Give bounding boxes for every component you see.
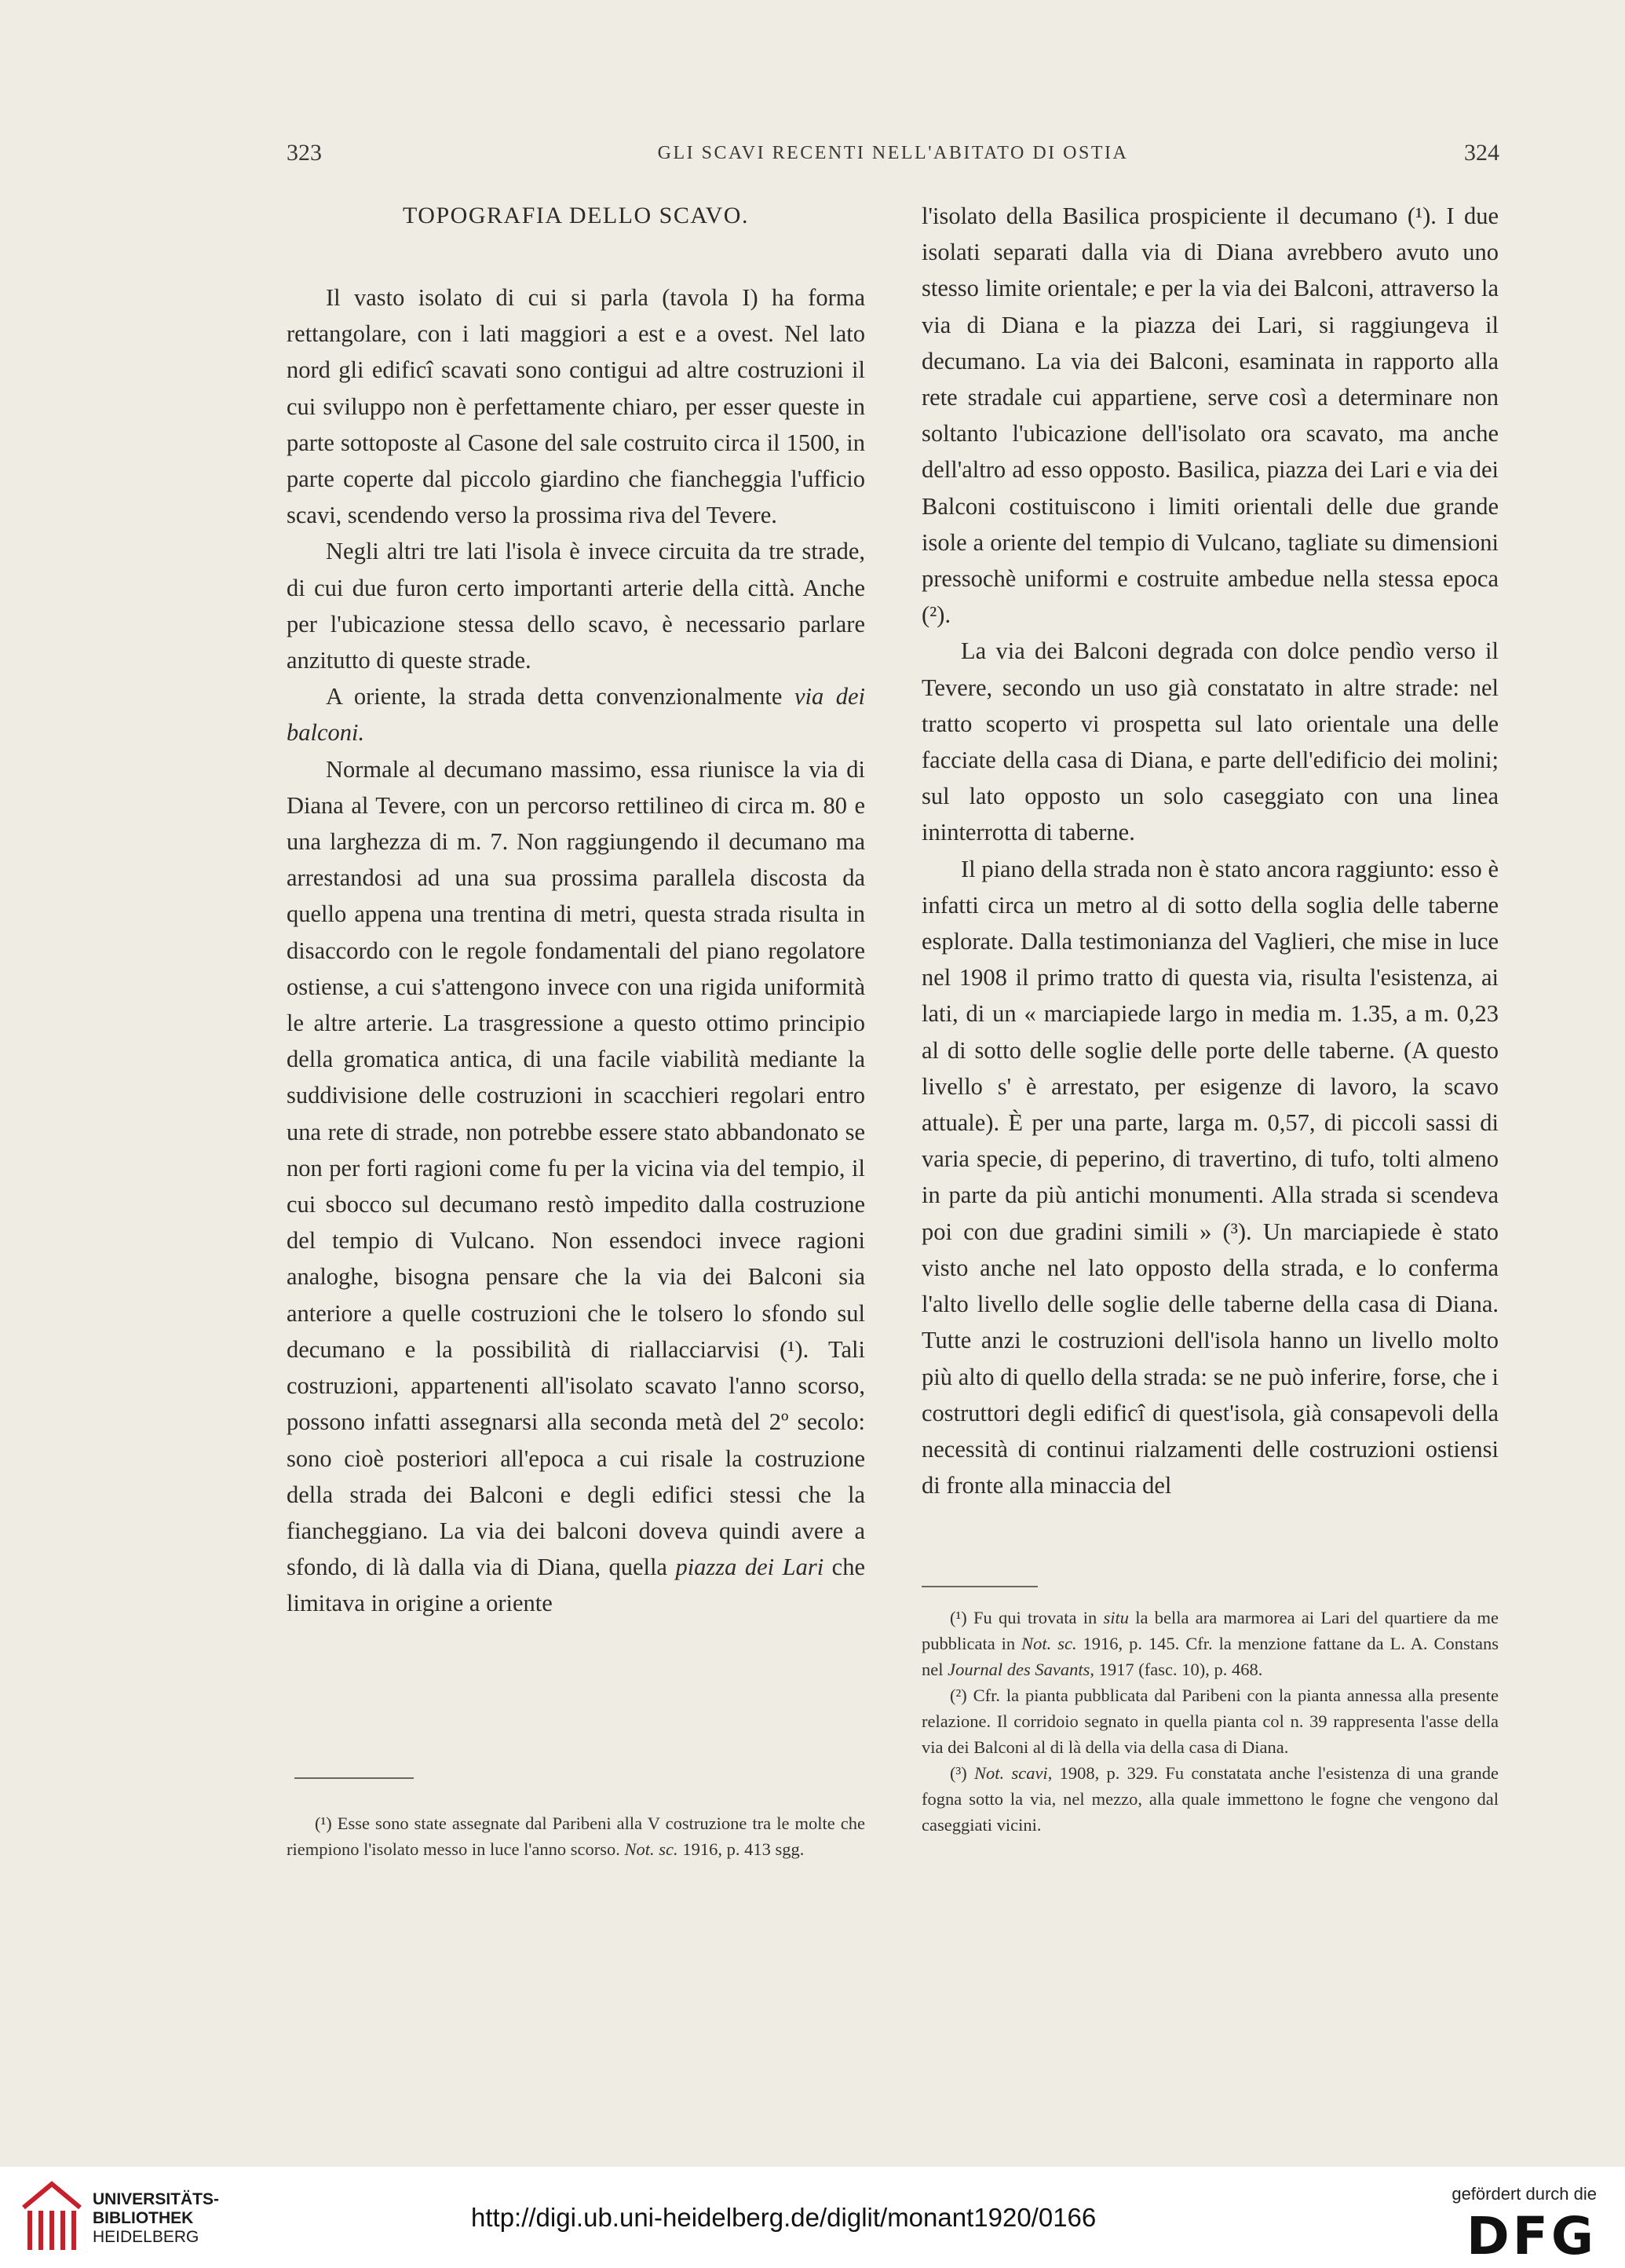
- running-header: [287, 140, 1499, 179]
- left-column: [287, 198, 865, 1622]
- permalink-url[interactable]: http://digi.ub.uni-heidelberg.de/diglit/monant1920/0166: [471, 2203, 1097, 2232]
- paragraph: Il vasto isolato di cui si parla (tavola I) ha forma rettangolare, con i lati maggiori a est e a ovest. Nel lato nord gli edificî scavati sono contigui ad altre costruzioni il cui sviluppo non è perfettamente chiaro, per esser queste in parte sottoposte al Casone del sale costruito circa il 1500, in parte coperte dal piccolo giardino che fiancheggia l'ufficio scavi, scendendo verso la prossima riva del Tevere.: [287, 284, 865, 529]
- dfg-logo[interactable]: DFG: [1466, 2206, 1597, 2266]
- section-title: TOPOGRAFIA DELLO SCAVO.: [403, 203, 749, 228]
- page-number-right: 324: [1464, 140, 1499, 166]
- paragraph: A oriente, la strada detta convenzionalmente via dei balconi.: [287, 683, 865, 747]
- running-title: GLI SCAVI RECENTI NELL'ABITATO DI OSTIA: [657, 143, 1129, 163]
- footnote: (¹) Fu qui trovata in situ la bella ara marmorea ai Lari del quartiere da me pubblicata in Not. sc. 1916, p. 145. Cfr. la menzione fattane da L. A. Constans nel Journal des Savants, 1917 (fasc. 10), p. 468.: [922, 1608, 1499, 1679]
- paragraph: Negli altri tre lati l'isola è invece circuita da tre strade, di cui due furon certo importanti arterie della città. Anche per l'ubicazione stessa dello scavo, è necessario parlare anzitutto di queste strade.: [287, 538, 865, 674]
- footnote: (¹) Esse sono state assegnate dal Paribeni alla V costruzione tra le molte che riempiono l'isolato messo in luce l'anno scorso. Not. sc. 1916, p. 413 sgg.: [287, 1813, 865, 1859]
- library-name[interactable]: UNIVERSITÄTS- BIBLIOTHEK HEIDELBERG: [93, 2190, 220, 2246]
- funded-by-label: gefördert durch die: [1452, 2184, 1597, 2204]
- footnote-divider: [922, 1586, 1038, 1587]
- page-number-left: 323: [287, 140, 322, 166]
- footnote-divider: [294, 1777, 414, 1779]
- paragraph: l'isolato della Basilica prospiciente il decumano (¹). I due isolati separati dalla via di Diana avrebbero avuto uno stesso limite orientale; e per la via dei Balconi, attraverso la via di Diana e la piazza dei Lari, si raggiungeva il decumano. La via dei Balconi, esaminata in rapporto alla rete stradale cui appartiene, serve così a determinare non soltanto l'ubicazione dell'isolato ora scavato, ma anche dell'altro ad esso opposto. Basilica, piazza dei Lari e via dei Balconi costituiscono i limiti orientali delle due grande isole a oriente del tempio di Vulcano, tagliate su dimensioni pressochè uniformi e costruite ambedue nella stessa epoca (²).: [922, 203, 1499, 629]
- university-library-logo-icon[interactable]: [17, 2178, 85, 2256]
- footnote: (²) Cfr. la pianta pubblicata dal Paribeni con la pianta annessa alla presente relazione. Il corridoio segnato in quella pianta col n. 39 rappresenta l'asse della via dei Balconi al di là della via della casa di Diana.: [922, 1685, 1499, 1757]
- footnotes-right: [922, 1605, 1499, 1838]
- paragraph: La via dei Balconi degrada con dolce pendìo verso il Tevere, secondo un uso già constatato in altre strade: nel tratto scoperto vi prospetta sul lato orientale una delle facciate della casa di Diana, e parte dell'edificio dei molini; sul lato opposto un solo caseggiato con una linea ininterrotta di taberne.: [922, 637, 1499, 846]
- footer-bar: [0, 2167, 1625, 2268]
- right-column: [922, 198, 1499, 1503]
- paragraph: Normale al decumano massimo, essa riunisce la via di Diana al Tevere, con un percorso rettilineo di circa m. 80 e una larghezza di m. 7. Non raggiungendo il decumano ma arrestandosi ad una sua prossima parallela discosta da quello appena una trentina di metri, questa strada risulta in disaccordo con le regole fondamentali del piano regolatore ostiense, a cui s'attengono invece con una rigida uniformità le altre arterie. La trasgressione a questo ottimo principio della gromatica antica, di una facile viabilità mediante la suddivisione delle costruzioni in scacchieri regolari entro una rete di strade, non potrebbe essere stato abbandonato se non per forti ragioni come fu per la vicina via del tempio, il cui sbocco sul decumano restò impedito dalla costruzione del tempio di Vulcano. Non essendoci invece ragioni analoghe, bisogna pensare che la via dei Balconi sia anteriore a quelle costruzioni che le tolsero lo sfondo sul decumano e la possibilità di riallacciarvisi (¹). Tali costruzioni, appartenenti all'isolato scavato l'anno scorso, possono infatti assegnarsi alla seconda metà del 2º secolo: sono cioè posteriori all'epoca a cui risale la costruzione della strada dei Balconi e degli edifici stessi che la fiancheggiano. La via dei balconi doveva quindi avere a sfondo, di là dalla via di Diana, quella piazza dei Lari che limitava in origine a oriente: [287, 755, 866, 1617]
- footnotes-left: [287, 1810, 865, 1862]
- footnote: (³) Not. scavi, 1908, p. 329. Fu constatata anche l'esistenza di una grande fogna sotto la via, nel mezzo, alla quale immettono le fogne che vengono dal caseggiati vicini.: [922, 1763, 1499, 1835]
- paragraph: Il piano della strada non è stato ancora raggiunto: esso è infatti circa un metro al di sotto della soglia delle taberne esplorate. Dalla testimonianza del Vaglieri, che mise in luce nel 1908 il primo tratto di questa via, risulta l'esistenza, ai lati, di un « marciapiede largo in media m. 1.35, a m. 0,23 al di sotto delle soglie delle porte delle taberne. (A questo livello s' è arrestato, per esigenze di lavoro, la scavo attuale). È per una parte, larga m. 0,57, di piccoli sassi di varia specie, di peperino, di travertino, di tufo, tolti almeno in parte da più antichi monumenti. Alla strada si scendeva poi con due gradini simili » (³). Un marciapiede è stato visto anche nel lato opposto della strada, e lo conferma l'alto livello delle soglie delle taberne della casa di Diana. Tutte anzi le costruzioni dell'isola hanno un livello molto più alto di quello della strada: se ne può inferire, forse, che i costruttori degli edificî di quest'isola, già consapevoli della necessità di continui rialzamenti delle costruzioni ostiensi di fronte alla minaccia del: [922, 855, 1499, 1499]
